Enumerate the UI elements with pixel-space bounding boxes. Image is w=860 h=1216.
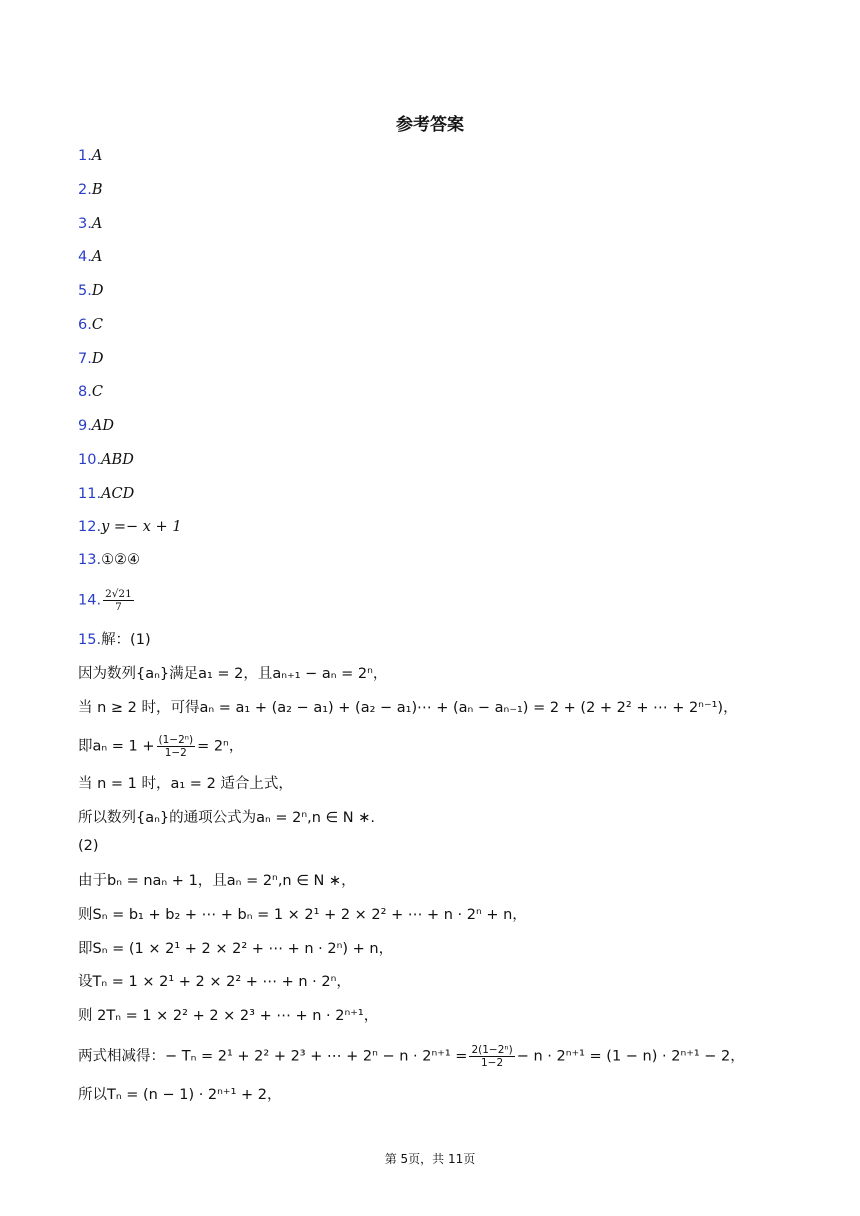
answer-item	[78, 349, 103, 369]
answer-number: 8.	[78, 384, 92, 400]
answer-number: 3.	[78, 216, 92, 232]
formula-part: 两式相减得：− Tₙ = 2¹ + 2² + 2³ + ⋯ + 2ⁿ − n · 2ⁿ⁺¹ =	[78, 1048, 468, 1065]
answer-text: D	[91, 351, 104, 367]
answer-item	[78, 382, 103, 402]
answer-item	[78, 550, 140, 570]
answer-text: A	[91, 249, 103, 265]
answer-text: ①②④	[101, 552, 141, 568]
answer-item	[78, 517, 182, 537]
solution-heading: 解：(1)	[101, 632, 151, 648]
fraction-numerator: 2(1−2ⁿ)	[471, 1044, 513, 1056]
page-footer: 第 5页，共 11页	[384, 1152, 476, 1166]
answer-number: 9.	[78, 418, 92, 434]
answer-number: 2.	[78, 182, 92, 198]
answer-number: 7.	[78, 351, 92, 367]
fraction	[157, 734, 196, 759]
solution-line: 当 n ≥ 2 时，可得aₙ = a₁ + (a₂ − a₁) + (a₂ − a₁)⋯ + (aₙ − aₙ₋₁) = 2 + (2 + 2² + ⋯ + 2ⁿ⁻¹)，	[78, 700, 738, 716]
answer-number: 14.	[78, 592, 102, 609]
answer-number: 11.	[78, 486, 102, 502]
answer-item	[78, 281, 103, 301]
answer-item	[78, 315, 103, 335]
fraction-denominator: 1−2	[164, 747, 187, 759]
answer-item	[78, 588, 136, 613]
fraction-denominator: 1−2	[480, 1057, 504, 1069]
answer-item	[78, 214, 102, 234]
solution-line	[78, 734, 243, 759]
answer-number: 6.	[78, 317, 92, 333]
formula-part: 即aₙ = 1 +	[78, 738, 155, 755]
answer-text: ABD	[101, 452, 134, 468]
answer-text: A	[91, 216, 103, 232]
answer-number: 12.	[78, 519, 102, 535]
solution-line: 则 2Tₙ = 1 × 2² + 2 × 2³ + ⋯ + n · 2ⁿ⁺¹，	[78, 1008, 379, 1024]
answer-text: C	[91, 317, 103, 333]
answer-text: C	[91, 384, 103, 400]
answer-number: 15.	[78, 632, 102, 648]
fraction-denominator: 7	[115, 601, 122, 613]
solution-line: 即Sₙ = (1 × 2¹ + 2 × 2² + ⋯ + n · 2ⁿ) + n，	[78, 941, 394, 957]
answer-item	[78, 630, 151, 650]
fraction	[469, 1044, 514, 1069]
answer-text: B	[91, 182, 103, 198]
fraction-numerator: (1−2ⁿ)	[158, 734, 194, 746]
fraction	[103, 588, 134, 613]
solution-line: 由于bₙ = naₙ + 1，且aₙ = 2ⁿ,n ∈ N ∗，	[78, 873, 356, 889]
solution-line: 因为数列{aₙ}满足a₁ = 2，且aₙ₊₁ − aₙ = 2ⁿ，	[78, 666, 388, 682]
answer-number: 1.	[78, 148, 92, 164]
answer-number: 4.	[78, 249, 92, 265]
answer-item	[78, 450, 134, 470]
answer-number: 5.	[78, 283, 92, 299]
answer-number: 10.	[78, 452, 102, 468]
page-title: 参考答案	[396, 115, 464, 135]
solution-line: 所以数列{aₙ}的通项公式为aₙ = 2ⁿ,n ∈ N ∗.	[78, 810, 376, 826]
formula-part: − n · 2ⁿ⁺¹ = (1 − n) · 2ⁿ⁺¹ − 2，	[516, 1048, 745, 1065]
solution-line	[78, 1044, 745, 1069]
answer-text: y =− x + 1	[101, 519, 182, 535]
solution-line: 所以Tₙ = (n − 1) · 2ⁿ⁺¹ + 2，	[78, 1087, 282, 1103]
answer-item	[78, 146, 102, 166]
solution-line: (2)	[78, 838, 99, 854]
solution-line: 当 n = 1 时，a₁ = 2 适合上式，	[78, 776, 293, 792]
answer-item	[78, 247, 102, 267]
answer-item	[78, 180, 103, 200]
answer-item	[78, 416, 114, 436]
solution-line: 设Tₙ = 1 × 2¹ + 2 × 2² + ⋯ + n · 2ⁿ，	[78, 974, 351, 990]
solution-line: 则Sₙ = b₁ + b₂ + ⋯ + bₙ = 1 × 2¹ + 2 × 2² + ⋯ + n · 2ⁿ + n，	[78, 907, 527, 923]
answer-text: AD	[91, 418, 114, 434]
answer-text: D	[91, 283, 104, 299]
fraction-numerator: 2√21	[105, 588, 132, 600]
answer-text: A	[91, 148, 103, 164]
formula-part: = 2ⁿ，	[197, 738, 244, 755]
answer-number: 13.	[78, 552, 102, 568]
answer-item	[78, 484, 134, 504]
answer-text: ACD	[101, 486, 135, 502]
